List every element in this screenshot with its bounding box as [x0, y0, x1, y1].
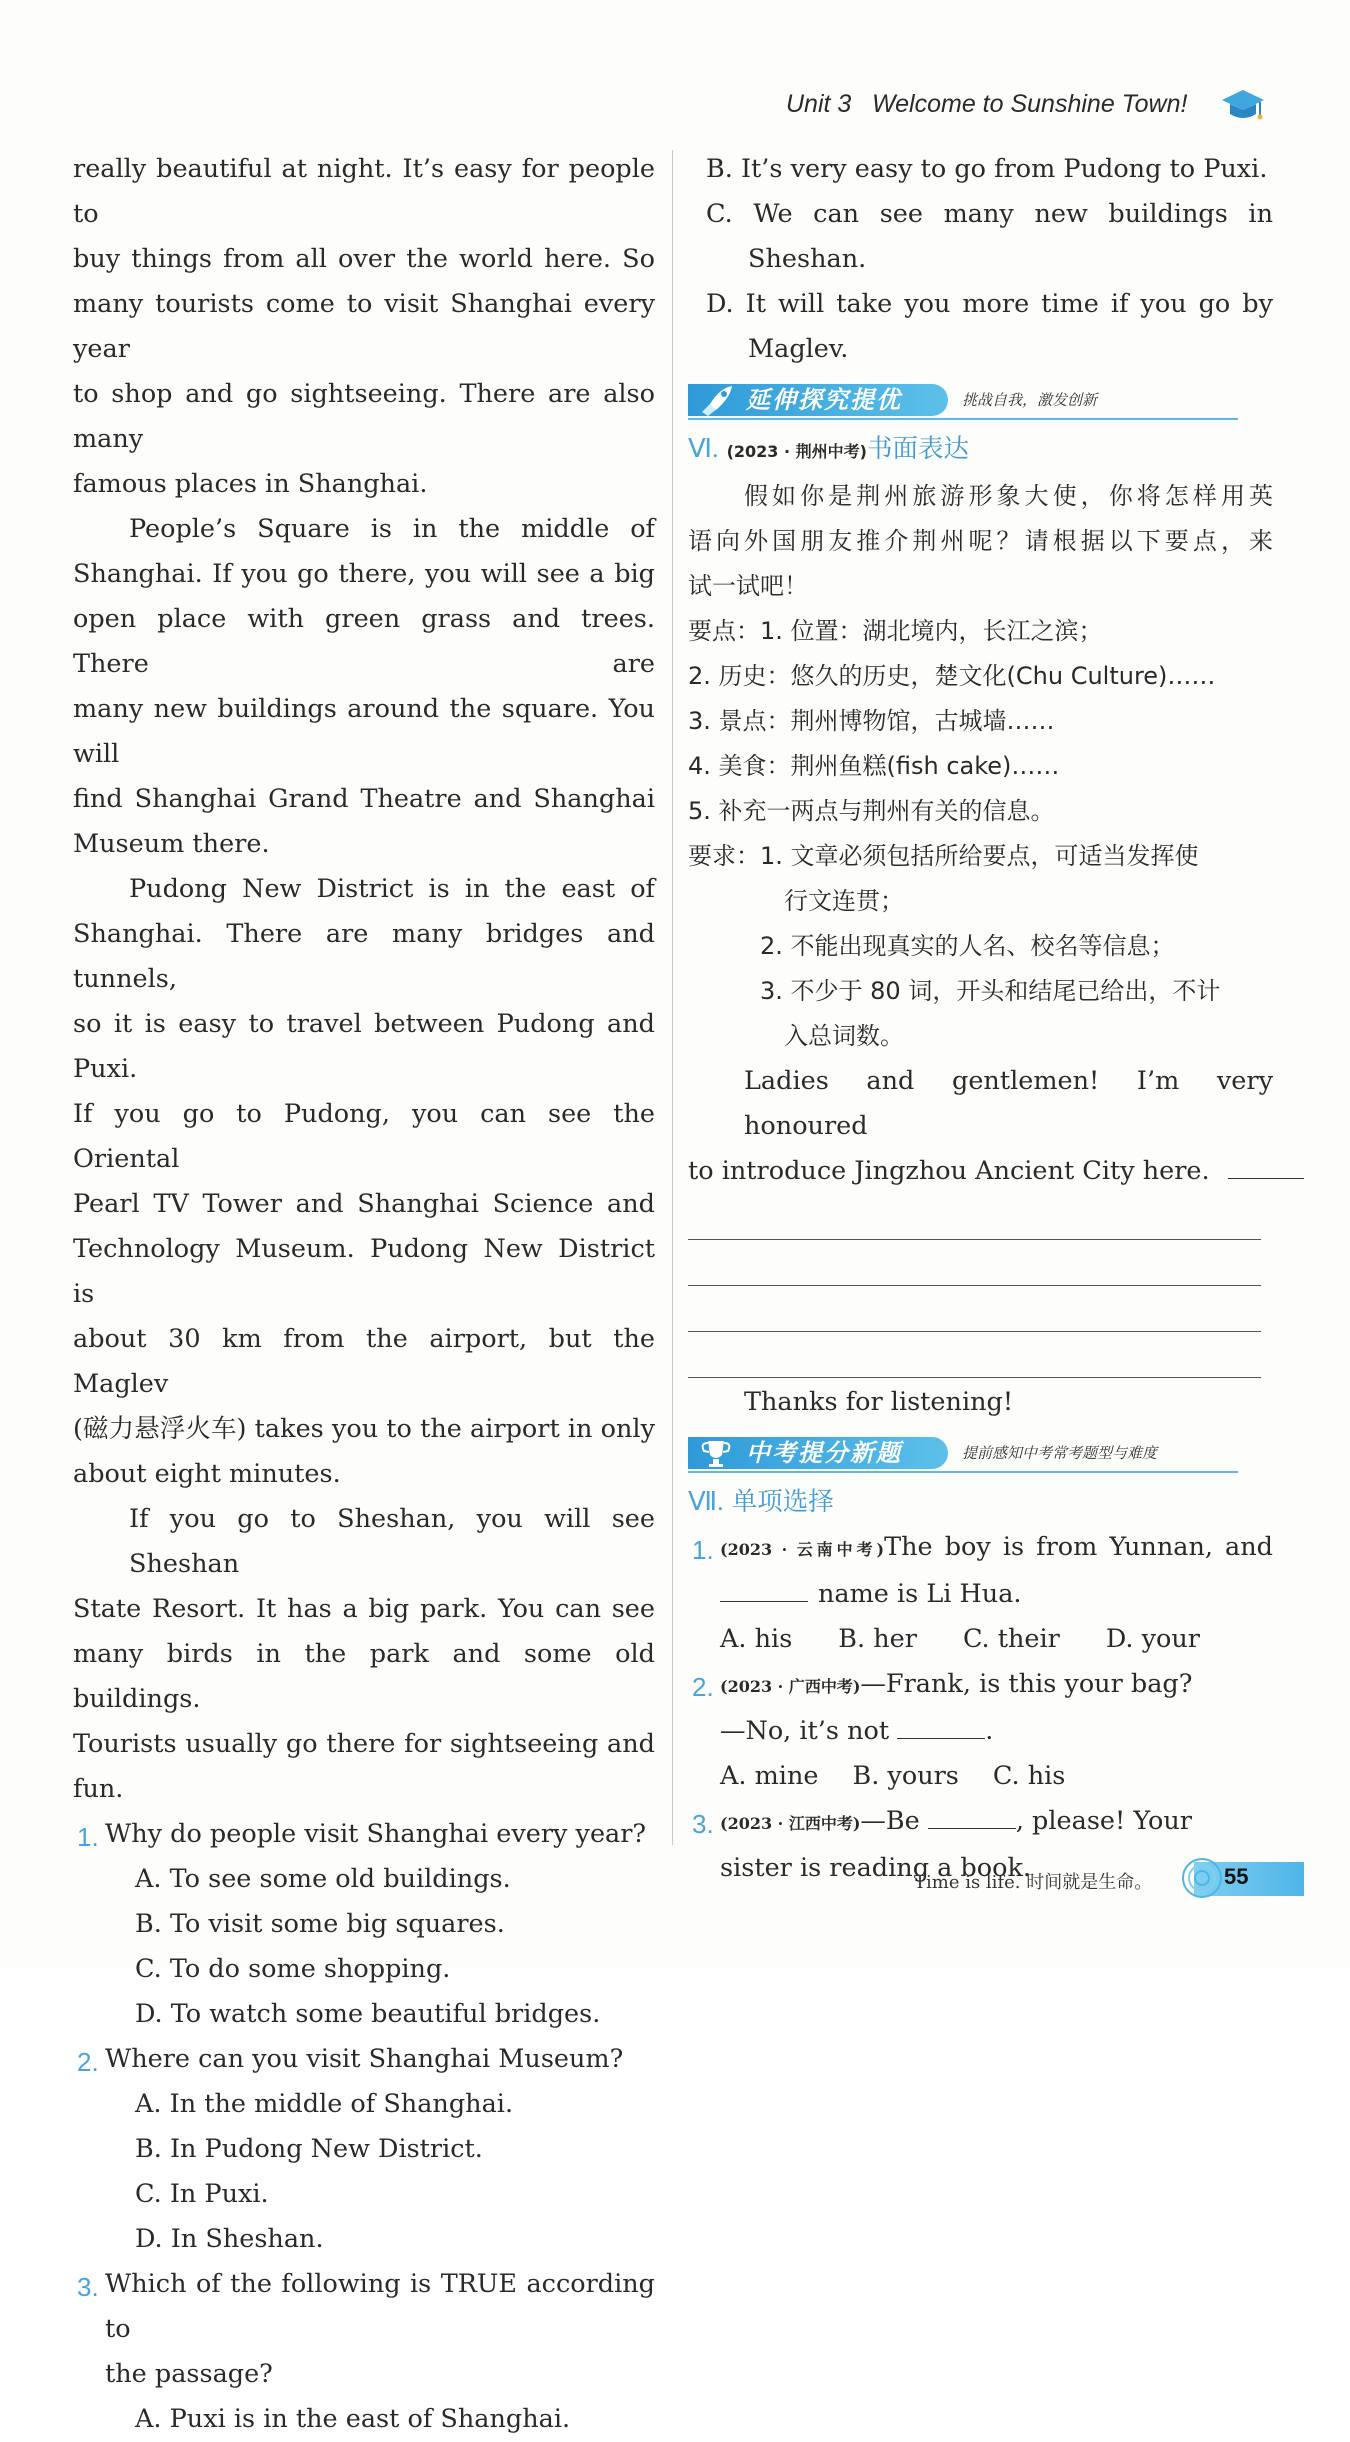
option-c[interactable]: C. We can see many new buildings in	[706, 199, 1273, 229]
column-divider	[672, 150, 673, 1845]
option-b[interactable]: B. In Pudong New District.	[135, 2134, 483, 2164]
point-3: 3. 景点：荆州博物馆，古城墙……	[688, 707, 1055, 735]
page-number: 55	[1224, 1864, 1249, 1889]
writing-prompt: 假如你是荆州旅游形象大使，你将怎样用英 语向外国朋友推介荆州呢？请根据以下要点，来 试一试吧！ 要点：1. 位置：湖北境内，长江之滨； 2. 历史：悠久的历史，楚文化(Chu Culture)…… 3. 景点：荆州博物馆，古城墙…… 4. 美食：荆州鱼糕(fish cake)…… 5. 补充一两点与荆州有关的信息。 要求： 1. 文章必须包括所给要点，可适当发挥使 行文连贯； 2. 不能出现真实的人名、校名等信息； 3. 不少于 80 词，开头和结尾已给出，不计 入总词数。	[688, 474, 1273, 1059]
essay-opening-cont: to introduce Jingzhou Ancient City here.	[688, 1149, 1273, 1194]
answer-blank[interactable]	[928, 1800, 1016, 1829]
section-number: Ⅶ.	[688, 1487, 724, 1516]
question-number: 1.	[77, 1822, 99, 1852]
question-number: 2.	[692, 1672, 714, 1702]
question-stem-cont: the passage?	[105, 2359, 273, 2389]
writing-line[interactable]	[688, 1240, 1261, 1286]
option-d[interactable]: D. your	[1105, 1624, 1200, 1654]
option-d[interactable]: D. To watch some beautiful bridges.	[135, 1999, 601, 2029]
option-b[interactable]: B. To visit some big squares.	[135, 1909, 505, 1939]
option-a[interactable]: A. In the middle of Shanghai.	[135, 2089, 514, 2119]
section-7-heading	[688, 1479, 1273, 1525]
question-3	[73, 2262, 655, 2442]
essay-closing: Thanks for listening!	[744, 1387, 1014, 1417]
point-2: 2. 历史：悠久的历史，楚文化(Chu Culture)……	[688, 662, 1216, 690]
option-c[interactable]: C. In Puxi.	[135, 2179, 269, 2209]
question-number: 2.	[77, 2047, 99, 2077]
section-title: 单项选择	[731, 1487, 834, 1517]
section-banner-exam	[688, 1431, 1273, 1475]
requirements-label: 要求：	[688, 842, 760, 870]
page-footer	[910, 1862, 1330, 1902]
option-a[interactable]: A. To see some old buildings.	[135, 1864, 511, 1894]
banner-title: 延伸探究提优	[746, 386, 902, 414]
option-c-cont: Sheshan.	[748, 244, 867, 274]
section-number: Ⅵ.	[688, 434, 719, 463]
unit-title: Welcome to Sunshine Town!	[872, 90, 1188, 118]
option-d[interactable]: D. It will take you more time if you go by	[706, 289, 1273, 319]
point-1: 要点：1. 位置：湖北境内，长江之滨；	[688, 617, 1103, 645]
graduation-cap-icon	[1220, 86, 1266, 126]
source-tag: (2023 · 江西中考)	[720, 1814, 861, 1833]
banner-subtitle: 挑战自我，激发创新	[962, 391, 1098, 409]
source-tag: (2023 · 云南中考)	[720, 1540, 885, 1559]
option-d[interactable]: D. In Sheshan.	[135, 2224, 324, 2254]
rocket-icon	[696, 382, 736, 418]
question-number: 3.	[77, 2272, 99, 2302]
source-tag: (2023 · 荆州中考)	[726, 442, 867, 461]
point-4: 4. 美食：荆州鱼糕(fish cake)……	[688, 752, 1060, 780]
option-a[interactable]: A. his	[720, 1624, 793, 1654]
question-3-continued	[688, 147, 1273, 372]
essay-opening: Ladies and gentlemen! I’m very honoured	[744, 1066, 1273, 1141]
writing-line[interactable]	[688, 1332, 1261, 1378]
answer-blank[interactable]	[1228, 1150, 1304, 1179]
option-a[interactable]: A. Puxi is in the east of Shanghai.	[135, 2404, 571, 2434]
choice-question-1: 1. (2023 · 云南中考)The boy is from Yunnan, and name is Li Hua. A. his B. her C. their D. your	[688, 1525, 1273, 1662]
choice-question-3: 3. (2023 · 江西中考)—Be , please! Your sister is reading a book.	[688, 1799, 1273, 1891]
option-a[interactable]: A. mine	[720, 1761, 819, 1791]
source-tag: (2023 · 广西中考)	[720, 1677, 861, 1696]
spiral-icon	[1180, 1856, 1224, 1900]
option-c[interactable]: C. To do some shopping.	[135, 1954, 451, 1984]
question-stem: Why do people visit Shanghai every year?	[105, 1819, 647, 1849]
page-header	[780, 86, 1280, 126]
question-stem: Where can you visit Shanghai Museum?	[105, 2044, 624, 2074]
choice-question-2: 2. (2023 · 广西中考)—Frank, is this your bag? —No, it’s not . A. mine B. yours C. his	[688, 1662, 1273, 1799]
option-b[interactable]: B. her	[838, 1624, 917, 1654]
left-column	[73, 147, 655, 2442]
writing-line[interactable]	[688, 1194, 1261, 1240]
passage-paragraph-4: If you go to Sheshan, you will see Sheshan State Resort. It has a big park. You can see many birds in the park and some old buildings. Tourists usually go there for sightseeing and fun.	[73, 1504, 655, 1804]
section-banner-extension	[688, 378, 1273, 422]
point-5: 5. 补充一两点与荆州有关的信息。	[688, 797, 1055, 825]
answer-blank[interactable]	[897, 1710, 985, 1739]
footer-motto: Time is life. 时间就是生命。	[914, 1872, 1153, 1893]
option-b[interactable]: B. yours	[852, 1761, 959, 1791]
unit-label: Unit 3	[786, 90, 852, 118]
question-number: 1.	[692, 1535, 714, 1565]
option-c[interactable]: C. their	[962, 1624, 1060, 1654]
option-d-cont: Maglev.	[748, 334, 849, 364]
question-number: 3.	[692, 1809, 714, 1839]
question-1	[73, 1812, 655, 2037]
section-title: 书面表达	[866, 434, 969, 464]
banner-title: 中考提分新题	[746, 1439, 902, 1467]
writing-line[interactable]	[688, 1286, 1261, 1332]
option-b[interactable]: B. It’s very easy to go from Pudong to Puxi.	[706, 154, 1268, 184]
option-c[interactable]: C. his	[992, 1761, 1066, 1791]
passage-paragraph-1: really beautiful at night. It’s easy for people to buy things from all over the world here. So many tourists come to visit Shanghai every year to shop and go sightseeing. There are also many famous places in Shanghai.	[73, 154, 655, 499]
trophy-icon	[696, 1435, 736, 1471]
section-6-heading	[688, 426, 1273, 474]
right-column	[688, 147, 1273, 1891]
requirements: 要求： 1. 文章必须包括所给要点，可适当发挥使 行文连贯； 2. 不能出现真实的人名、校名等信息； 3. 不少于 80 词，开头和结尾已给出，不计 入总词数。	[688, 834, 1273, 1059]
question-stem: Which of the following is TRUE according to	[105, 2269, 655, 2344]
question-2	[73, 2037, 655, 2262]
banner-subtitle: 提前感知中考常考题型与难度	[962, 1444, 1158, 1462]
answer-blank[interactable]	[720, 1573, 808, 1602]
passage-paragraph-2: People’s Square is in the middle of Shanghai. If you go there, you will see a big open place with green grass and trees. There are many new buildings around the square. You will find Shanghai Grand Theatre and Shanghai Museum there.	[73, 514, 655, 859]
passage-paragraph-3: Pudong New District is in the east of Shanghai. There are many bridges and tunnels, so it is easy to travel between Pudong and Puxi. If you go to Pudong, you can see the Oriental Pearl TV Tower and Shanghai Science and Technology Museum. Pudong New District is about 30 km from the airport, but the Maglev (磁力悬浮火车) takes you to the airport in only about eight minutes.	[73, 874, 655, 1489]
